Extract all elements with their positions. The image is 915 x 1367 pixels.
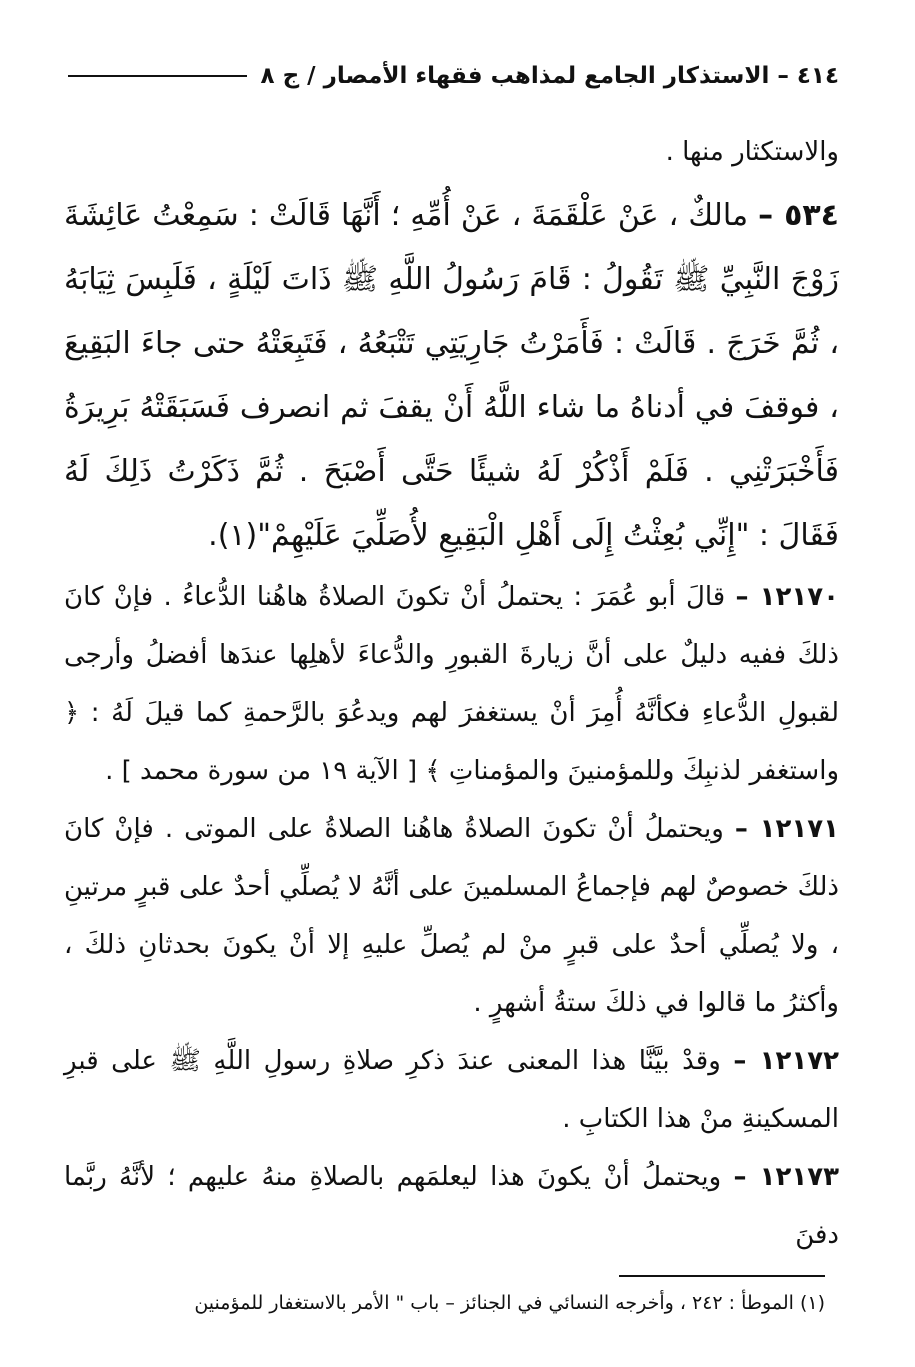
paragraph-text: والاستكثار منها . (665, 137, 839, 167)
header-rule (68, 75, 247, 77)
paragraph-text: مالكٌ ، عَنْ عَلْقَمَةَ ، عَنْ أُمِّهِ ؛ أَنَّهَا قَالَتْ : سَمِعْتُ عَائِشَةَ زَوْجَ النَّبِيِّ ﷺ تَقُولُ : قَامَ رَسُولُ اللَّهِ ﷺ ذَاتَ لَيْلَةٍ ، فَلَبِسَ ثِيَابَهُ ، ثُمَّ خَرَجَ . قَالَتْ : فَأَمَرْتُ جَارِيَتِي تَتْبَعُهُ ، فَتَبِعَتْهُ حتى جاءَ البَقِيعَ ، فوقفَ في أدناهُ ما شاء اللَّهُ أَنْ يقفَ ثم انصرف فَسَبَقَتْهُ بَرِيرَةُ فَأَخْبَرَتْنِي . فَلَمْ أَذْكُرْ لَهُ شيئًا حَتَّى أَصْبَحَ . ثُمَّ ذَكَرْتُ ذَلِكَ لَهُ فَقَالَ : "إِنِّي بُعِثْتُ إِلَى أَهْلِ الْبَقِيعِ لأُصَلِّيَ عَلَيْهِمْ"(١). (64, 198, 839, 553)
paragraph-12171 (64, 800, 839, 1032)
page-header (68, 56, 839, 96)
paragraph-number: ١٢١٧٢ – (733, 1046, 839, 1076)
paragraph-number: ١٢١٧٠ – (735, 582, 840, 612)
paragraph-12172 (64, 1032, 839, 1148)
page-body (64, 120, 839, 1264)
paragraph-hadith-534 (64, 184, 839, 568)
paragraph-number: ١٢١٧١ – (734, 814, 839, 844)
paragraph-text: قالَ أبو عُمَرَ : يحتملُ أنْ تكونَ الصلاةُ هاهُنا الدُّعاءُ . فإنْ كانَ ذلكَ ففيه دليلٌ على أنَّ زيارةَ القبورِ والدُّعاءَ لأهلِها عندَها أفضلُ وأرجى لقبولِ الدُّعاءِ فكأنَّهُ أُمِرَ أنْ يستغفرَ لهم ويدعُوَ بالرَّحمةِ كما قيلَ لَهُ : ﴿ واستغفر لذنبِكَ وللمؤمنينَ والمؤمناتِ ﴾ [ الآية ١٩ من سورة محمد ] . (64, 582, 839, 786)
footnote-rule (619, 1275, 825, 1277)
paragraph-12173 (64, 1148, 839, 1264)
paragraph-continuation (64, 120, 839, 184)
paragraph-text: ويحتملُ أنْ يكونَ هذا ليعلمَهم بالصلاةِ منهُ عليهم ؛ لأنَّهُ ربَّما دفنَ (64, 1162, 839, 1250)
paragraph-text: ويحتملُ أنْ تكونَ الصلاةُ هاهُنا الصلاةُ على الموتى . فإنْ كانَ ذلكَ خصوصٌ لهم فإجماعُ المسلمينَ على أنَّهُ لا يُصلِّي أحدٌ على قبرٍ مرتينِ ، ولا يُصلِّي أحدٌ على قبرٍ منْ لم يُصلِّ عليهِ إلا أنْ يكونَ بحدثانِ ذلكَ ، وأكثرُ ما قالوا في ذلكَ ستةُ أشهرٍ . (64, 814, 839, 1018)
paragraph-12170 (64, 568, 839, 800)
footnote: (١) الموطأ : ٢٤٢ ، وأخرجه النسائي في الجنائز – باب " الأمر بالاستغفار للمؤمنين (194, 1292, 825, 1314)
running-title: ٤١٤ – الاستذكار الجامع لمذاهب فقهاء الأمصار / ج ٨ (260, 63, 839, 89)
paragraph-number: ١٢١٧٣ – (733, 1162, 839, 1192)
paragraph-number: ٥٣٤ – (758, 198, 839, 233)
paragraph-text: وقدْ بيَّنَّا هذا المعنى عندَ ذكرِ صلاةِ رسولِ اللَّهِ ﷺ على قبرِ المسكينةِ منْ هذا الكتابِ . (64, 1046, 839, 1134)
